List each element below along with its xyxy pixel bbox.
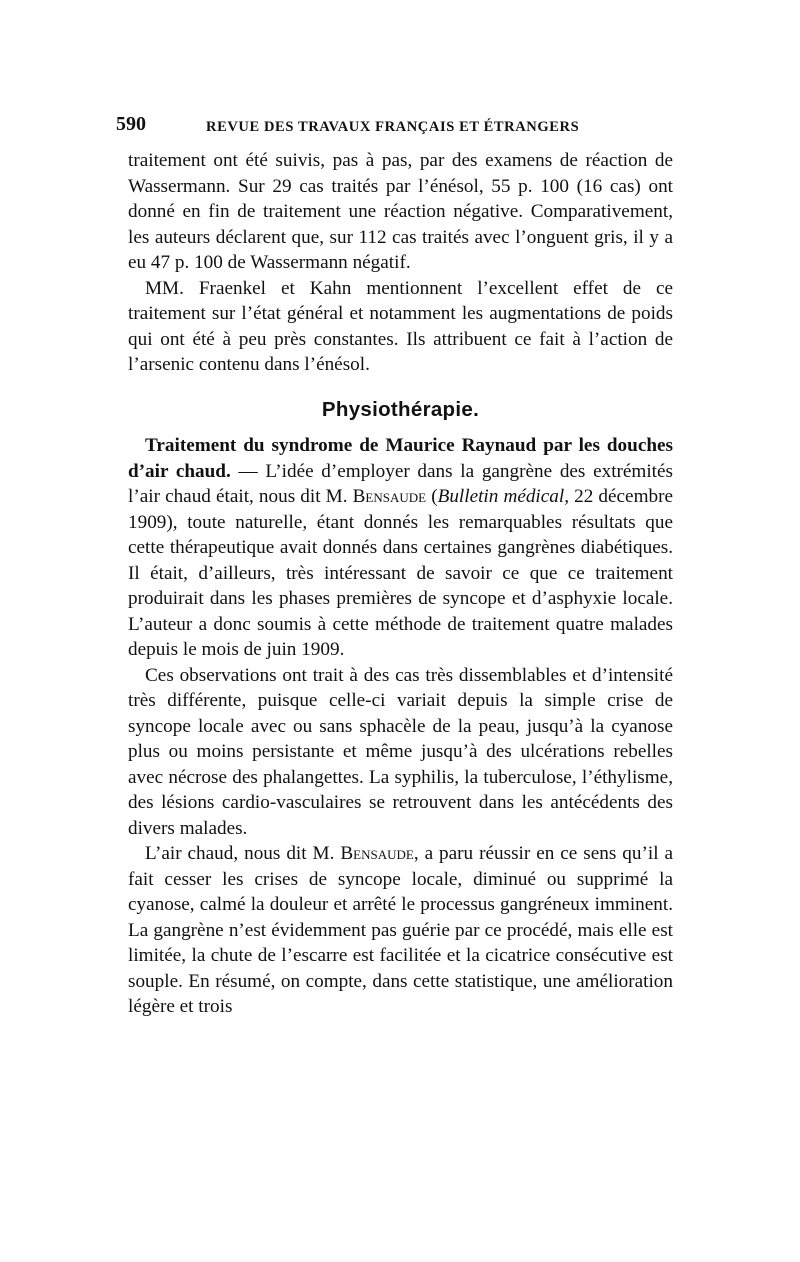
article-paragraph-1 (128, 433, 673, 663)
article-text: , a paru réussir en ce sens qu’il a fait cesser les crises de syncope locale, diminué ou supprimé la cyanose, calmé la douleur et arrêté le processus gangréneux imminent. La gangrène n’est évidemment pas guérie par ce procédé, mais elle est limitée, la chute de l’escarre est facilitée et la cicatrice consécutive est souple. En résumé, on compte, dans cette statistique, une amélioration légère et trois (128, 843, 673, 1017)
article-paragraph-3 (128, 841, 673, 1020)
section-heading: Physiothérapie. (321, 397, 480, 421)
page-number: 590 (116, 113, 146, 135)
article-title: Traitement du syndrome de Maurice Raynaud par les douches d’air chaud. (128, 435, 673, 482)
article-text: — L’idée d’employer dans la gangrène des extrémités l’air chaud était, nous dit M. (128, 460, 673, 507)
journal-title: REVUE DES TRAVAUX FRANÇAIS ET ÉTRANGERS (206, 119, 580, 135)
paragraph-fraenkel-kahn: MM. Fraenkel et Kahn mentionnent l’excellent effet de ce traitement sur l’état général et notamment les augmentations de poids qui ont été à peu près constantes. Ils attribuent ce fait à l’action de l’arsenic contenu dans l’énésol. (128, 277, 673, 375)
article-text: ( (426, 486, 438, 507)
document-page (116, 112, 673, 1020)
citation-reference: Bulletin médical, (437, 486, 570, 507)
author-name: Bensaude (352, 486, 427, 507)
author-name: Bensaude (340, 843, 414, 864)
paragraph-continuation: traitement ont été suivis, pas à pas, par des examens de réaction de Wassermann. Sur 29 cas traités par l’énésol, 55 p. 100 (16 cas) ont donné en fin de traitement une réaction négative. Comparativement, les auteurs déclarent que, sur 112 cas traités avec l’onguent gris, il y a eu 47 p. 100 de Wassermann négatif. (128, 150, 673, 273)
running-head (116, 112, 673, 138)
article-text: L’air chaud, nous dit M. (145, 843, 341, 864)
article-text: 22 décembre 1909), toute naturelle, étant donnés les remarquables résultats que cette thérapeutique avait donnés dans certaines gangrènes diabétiques. Il était, d’ailleurs, très intéressant de savoir ce que ce traitement produirait dans les phases premières de syncope et d’asphyxie locale. L’auteur a donc soumis à cette méthode de traitement quatre malades depuis le mois de juin 1909. (128, 486, 673, 660)
article-paragraph-2: Ces observations ont trait à des cas très dissemblables et d’intensité très différente, puisque celle-ci variait depuis la simple crise de syncope locale avec ou sans sphacèle de la peau, jusqu’à la cyanose plus ou moins persistante et même jusqu’à des ulcérations rebelles avec nécrose des phalangettes. La syphilis, la tuberculose, l’éthylisme, des lésions cardio-vasculaires se retrouvent dans les antécédents des divers malades. (128, 664, 673, 839)
